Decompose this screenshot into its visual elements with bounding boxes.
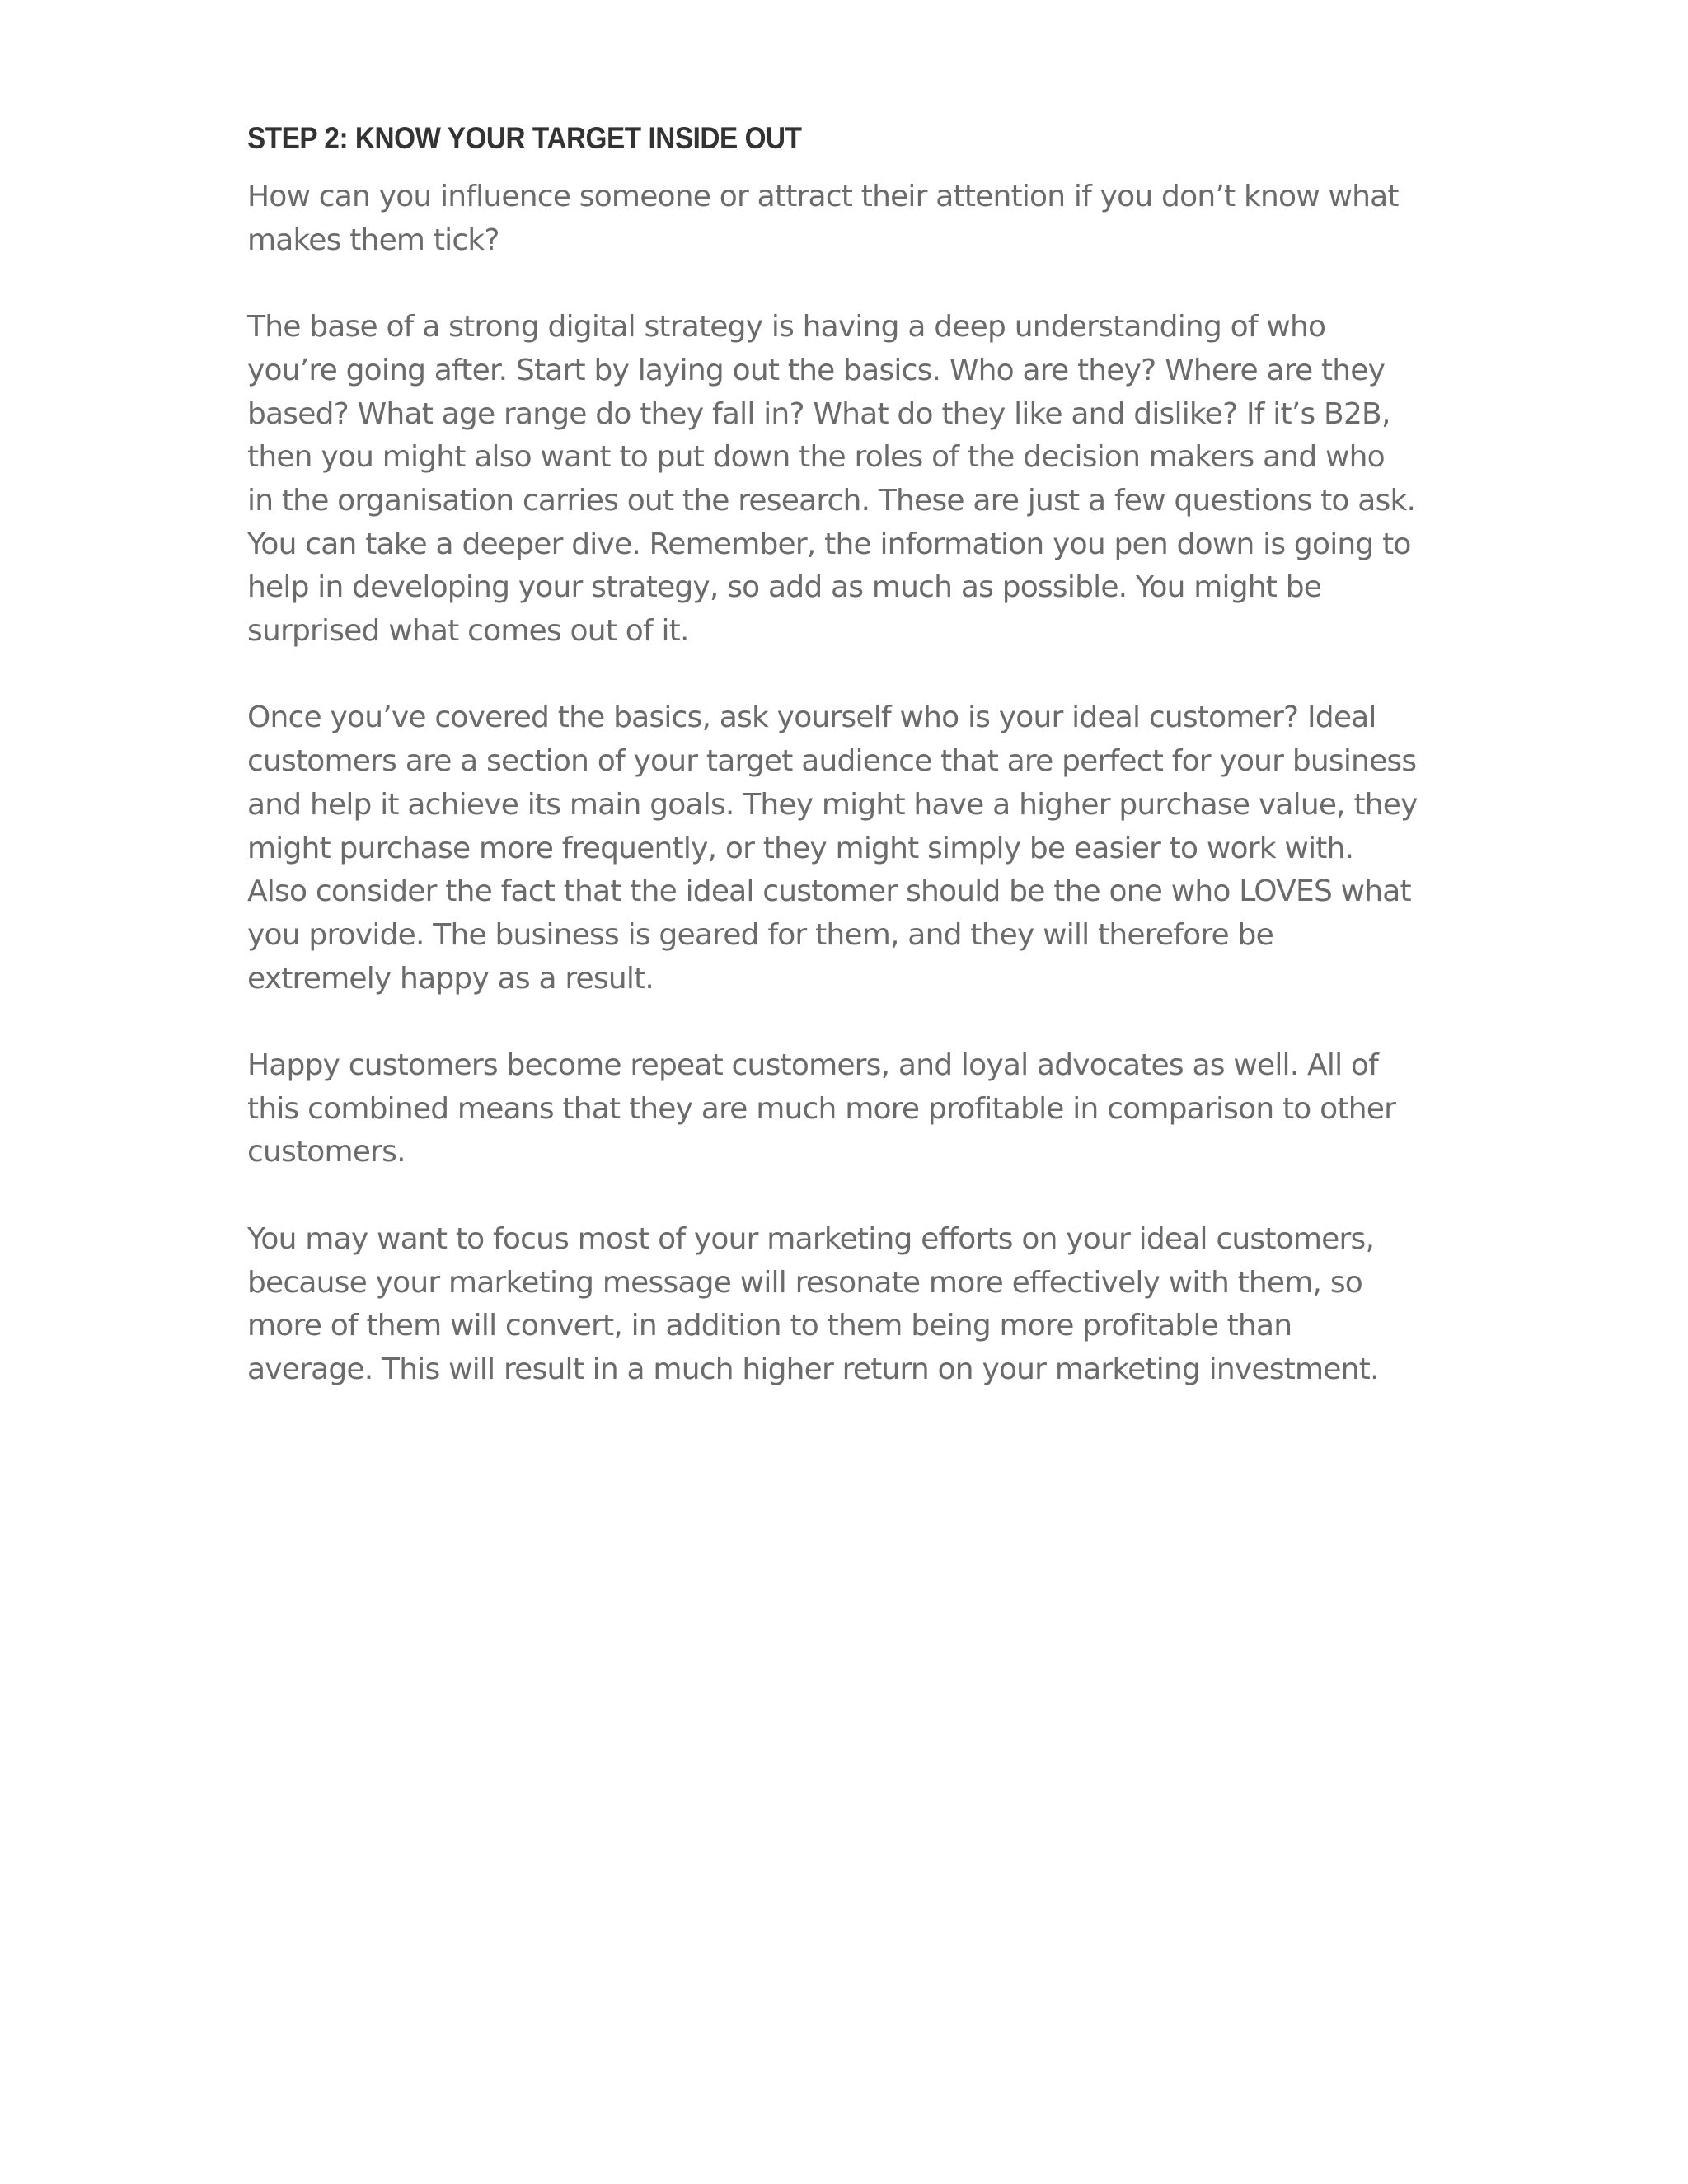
paragraph-basics: The base of a strong digital strategy is having a deep understanding of who you’re going after. Start by laying out the basics. Who are they? Where are they based? What age range do they fall in? What do they like and dislike? If it’s B2B, then you might also want to put down the roles of the decision makers and who in the organisation carries out the research. These are just a few questions to ask. You can take a deeper dive. Remember, the information you pen down is going to help in developing your strategy, so add as much as possible. You might be surprised what comes out of it.: [247, 310, 1416, 649]
paragraph-ideal-customer: Once you’ve covered the basics, ask yourself who is your ideal customer? Ideal customers are a section of your target audience that are perfect for your business and help it achieve its main goals. They might have a higher purchase value, they might purchase more frequently, or they might simply be easier to work with. Also consider the fact that the ideal customer should be the one who LOVES what you provide. The business is geared for them, and they will therefore be extremely happy as a result.: [247, 701, 1418, 996]
document-content: [247, 114, 1418, 1392]
paragraph-focus-marketing: You may want to focus most of your marketing efforts on your ideal customers, because your marketing message will resonate more effectively with them, so more of them will convert, in addition to them being more profitable than average. This will result in a much higher return on your marketing investment.: [247, 1221, 1379, 1386]
section-heading: STEP 2: KNOW YOUR TARGET INSIDE OUT: [247, 121, 802, 155]
paragraph-happy-customers: Happy customers become repeat customers, and loyal advocates as well. All of this combined means that they are much more profitable in comparison to other customers.: [247, 1048, 1396, 1169]
paragraph-intro: How can you influence someone or attract their attention if you don’t know what makes them tick?: [247, 180, 1399, 257]
